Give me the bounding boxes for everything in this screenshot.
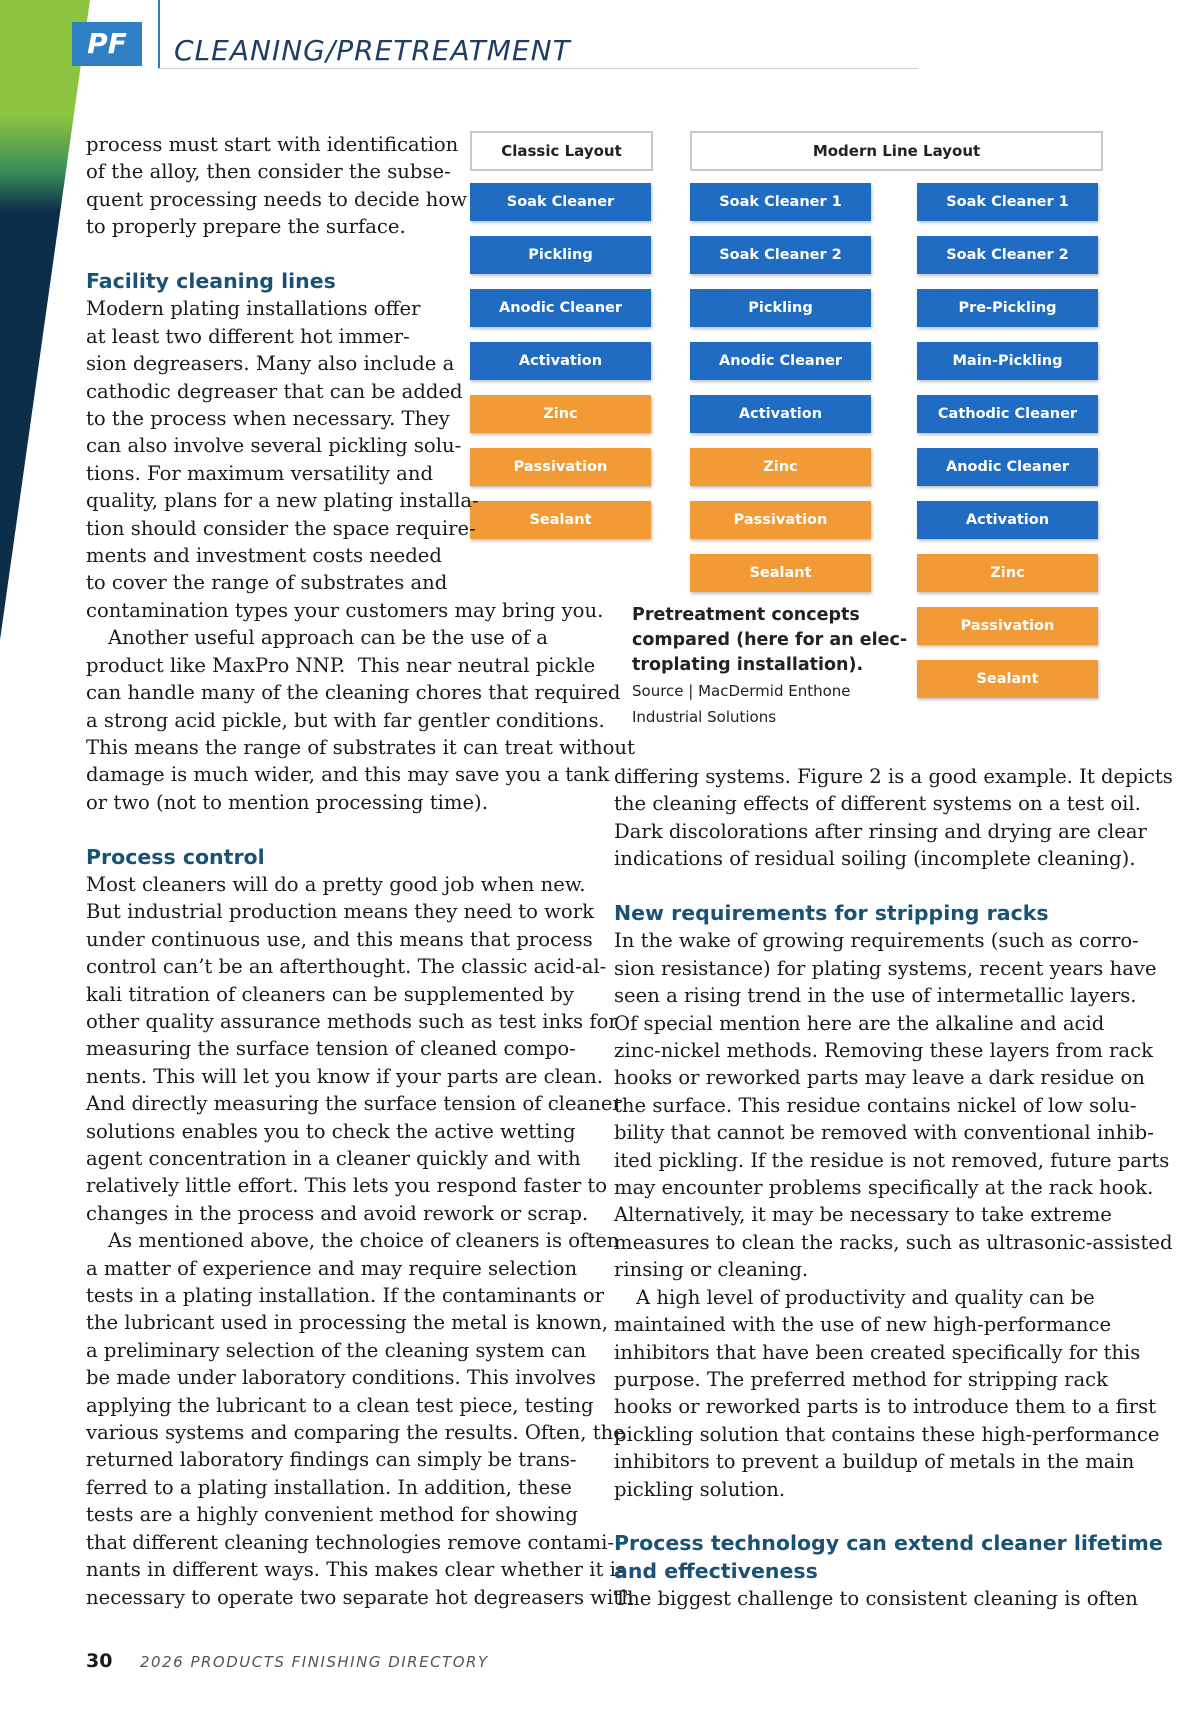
text-line: nents. This will let you know if your parts are clean. [86, 1064, 604, 1088]
process-step-box: Activation [470, 342, 651, 380]
text-line: process must start with identification [86, 133, 459, 156]
text-line: zinc-nickel methods. Removing these layers from rack [614, 1039, 1153, 1063]
text-line: Alternatively, it may be necessary to take extreme [614, 1203, 1112, 1227]
process-step-box: Pickling [470, 236, 651, 274]
process-step-box: Sealant [690, 554, 871, 592]
text-line: can handle many of the cleaning chores that required [86, 681, 621, 705]
text-line: solutions enables you to check the active wetting [86, 1119, 576, 1143]
text-line: may encounter problems specifically at the rack hook. [614, 1176, 1154, 1200]
text-line: agent concentration in a cleaner quickly and with [86, 1147, 581, 1170]
heading-stripping-racks: New requirements for stripping racks [614, 901, 1049, 926]
text-line: Most cleaners will do a pretty good job when new. [86, 872, 586, 896]
paragraph [86, 871, 622, 1227]
text-line: and effectiveness [614, 1558, 818, 1583]
process-step-box: Soak Cleaner 1 [917, 183, 1098, 221]
text-line: can also involve several pickling solu- [86, 434, 462, 458]
text-line: various systems and comparing the results. Often, the [86, 1421, 625, 1445]
text-line: Another useful approach can be the use of a [108, 626, 548, 650]
text-line: under continuous use, and this means that process [86, 927, 593, 951]
text-line: sion resistance) for plating systems, recent years have [614, 956, 1157, 980]
text-line: to properly prepare the surface. [86, 215, 406, 239]
page-number: 30 [86, 1650, 113, 1672]
text-line: tion should consider the space require- [86, 516, 476, 540]
text-line: A high level of productivity and quality can be [636, 1285, 1095, 1309]
text-line: contamination types your customers may bring you. [86, 598, 604, 622]
text-line: Industrial Solutions [632, 708, 777, 726]
paragraph [614, 1284, 1160, 1503]
text-line: the cleaning effects of different systems on a test oil. [614, 792, 1141, 816]
text-line: nants in different ways. This makes clear whether it is [86, 1558, 626, 1582]
text-line: Modern plating installations offer [86, 297, 421, 321]
text-line: maintained with the use of new high-performance [614, 1313, 1112, 1337]
text-line: changes in the process and avoid rework or scrap. [86, 1201, 589, 1225]
text-line: tions. For maximum versatility and [86, 461, 434, 485]
paragraph [86, 1227, 634, 1611]
classic-layout-title: Classic Layout [470, 131, 653, 171]
text-line: sion degreasers. Many also include a [86, 352, 455, 376]
text-line: or two (not to mention processing time). [86, 790, 488, 814]
heading-process-technology [614, 1530, 1163, 1585]
text-line: control can’t be an afterthought. The classic acid-al- [86, 955, 607, 979]
process-step-box: Passivation [690, 501, 871, 539]
text-line: kali titration of cleaners can be supplemented by [86, 982, 574, 1006]
process-step-box: Activation [690, 395, 871, 433]
text-line: necessary to operate two separate hot degreasers with [86, 1585, 634, 1609]
text-line: to the process when necessary. They [86, 407, 450, 431]
text-line: measures to clean the racks, such as ultrasonic-assisted [614, 1230, 1173, 1254]
process-step-box: Anodic Cleaner [470, 289, 651, 327]
figure-caption [632, 603, 908, 730]
text-line: pickling solution. [614, 1477, 786, 1501]
publication-name: 2026 PRODUCTS FINISHING DIRECTORY [140, 1653, 489, 1671]
text-line: damage is much wider, and this may save you a tank [86, 763, 610, 787]
sidebar-decoration [0, 0, 90, 1714]
process-step-box: Pre-Pickling [917, 289, 1098, 327]
text-line: Process technology can extend cleaner lifetime [614, 1531, 1163, 1556]
text-line: inhibitors to prevent a buildup of metals in the main [614, 1450, 1135, 1474]
process-step-box: Sealant [470, 501, 651, 539]
text-line: rinsing or cleaning. [614, 1258, 809, 1282]
text-line: the surface. This residue contains nickel of low solu- [614, 1093, 1137, 1117]
text-line: As mentioned above, the choice of cleaners is often [108, 1229, 620, 1253]
text-line: This means the range of substrates it can treat without [86, 735, 635, 759]
text-line: inhibitors that have been created specifically for this [614, 1340, 1141, 1364]
text-line: applying the lubricant to a clean test piece, testing [86, 1393, 594, 1417]
text-line: bility that cannot be removed with conventional inhib- [614, 1121, 1154, 1145]
text-line: returned laboratory findings can simply be trans- [86, 1448, 577, 1472]
text-line: at least two different hot immer- [86, 324, 410, 348]
text-line: The biggest challenge to consistent cleaning is often [614, 1587, 1138, 1611]
paragraph [86, 295, 606, 624]
text-line: a preliminary selection of the cleaning system can [86, 1338, 587, 1362]
left-column [86, 131, 635, 1611]
section-title: CLEANING/PRETREATMENT [174, 34, 571, 67]
process-step-box: Main-Pickling [917, 342, 1098, 380]
process-step-box: Passivation [470, 448, 651, 486]
caption-source [632, 678, 882, 730]
heading-facility-cleaning-lines: Facility cleaning lines [86, 269, 336, 294]
text-line: seen a rising trend in the use of intermetallic layers. [614, 984, 1137, 1008]
process-step-box: Soak Cleaner 1 [690, 183, 871, 221]
text-line: hooks or reworked parts is to introduce them to a first [614, 1395, 1157, 1419]
text-line: a strong acid pickle, but with far gentler conditions. [86, 708, 605, 732]
text-line: In the wake of growing requirements (such as corro- [614, 929, 1139, 953]
text-line: Of special mention here are the alkaline and acid [614, 1011, 1105, 1035]
process-step-box: Sealant [917, 660, 1098, 698]
process-step-box: Zinc [470, 395, 651, 433]
text-line: tests are a highly convenient method for showing [86, 1503, 578, 1527]
paragraph [614, 763, 1173, 873]
text-line: the lubricant used in processing the metal is known, [86, 1311, 608, 1335]
text-line: quality, plans for a new plating installa- [86, 489, 479, 513]
process-step-box: Cathodic Cleaner [917, 395, 1098, 433]
text-line: to cover the range of substrates and [86, 571, 448, 595]
modern-layout-title: Modern Line Layout [690, 131, 1103, 171]
paragraph [86, 131, 606, 241]
text-line: other quality assurance methods such as test inks for [86, 1009, 618, 1033]
text-line: relatively little effort. This lets you respond faster to [86, 1174, 608, 1198]
header-rule [158, 0, 160, 68]
process-step-box: Activation [917, 501, 1098, 539]
paragraph [614, 927, 1173, 1283]
paragraph [614, 1585, 1138, 1612]
process-step-box: Soak Cleaner 2 [917, 236, 1098, 274]
text-line: product like MaxPro NNP. This near neutral pickle [86, 653, 596, 677]
process-step-box: Soak Cleaner [470, 183, 651, 221]
process-step-box: Soak Cleaner 2 [690, 236, 871, 274]
text-line: indications of residual soiling (incomplete cleaning). [614, 847, 1136, 871]
text-line: pickling solution that contains these high-performance [614, 1422, 1160, 1446]
text-line: tests in a plating installation. If the contaminants or [86, 1284, 605, 1308]
process-step-box: Zinc [690, 448, 871, 486]
text-line: troplating installation). [632, 655, 864, 675]
text-line: ments and investment costs needed [86, 544, 442, 568]
text-line: cathodic degreaser that can be added [86, 379, 463, 403]
text-line: quent processing needs to decide how [86, 187, 467, 211]
caption-text [632, 603, 908, 678]
process-step-box: Passivation [917, 607, 1098, 645]
text-line: ited pickling. If the residue is not removed, future parts [614, 1148, 1170, 1172]
text-line: But industrial production means they need to work [86, 900, 594, 924]
text-line: Source | MacDermid Enthone [632, 682, 851, 700]
process-step-box: Pickling [690, 289, 871, 327]
heading-process-control: Process control [86, 844, 265, 869]
text-line: Dark discolorations after rinsing and drying are clear [614, 819, 1147, 843]
process-step-box: Zinc [917, 554, 1098, 592]
process-step-box: Anodic Cleaner [690, 342, 871, 380]
text-line: a matter of experience and may require selection [86, 1256, 578, 1280]
text-line: that different cleaning technologies remove contami- [86, 1530, 614, 1554]
process-step-box: Anodic Cleaner [917, 448, 1098, 486]
text-line: compared (here for an elec- [632, 630, 908, 650]
text-line: of the alloy, then consider the subse- [86, 160, 451, 184]
text-line: measuring the surface tension of cleaned compo- [86, 1037, 576, 1061]
text-line: Pretreatment concepts [632, 605, 860, 625]
text-line: differing systems. Figure 2 is a good example. It depicts [614, 765, 1173, 788]
text-line: And directly measuring the surface tension of cleaner [86, 1092, 622, 1116]
publication-logo: PF [72, 22, 142, 66]
text-line: be made under laboratory conditions. This involves [86, 1366, 596, 1390]
text-line: purpose. The preferred method for stripping rack [614, 1367, 1109, 1391]
paragraph [86, 624, 635, 816]
right-column [614, 763, 1173, 1613]
header-underline [158, 68, 918, 69]
text-line: ferred to a plating installation. In addition, these [86, 1475, 572, 1499]
text-line: hooks or reworked parts may leave a dark residue on [614, 1066, 1145, 1090]
